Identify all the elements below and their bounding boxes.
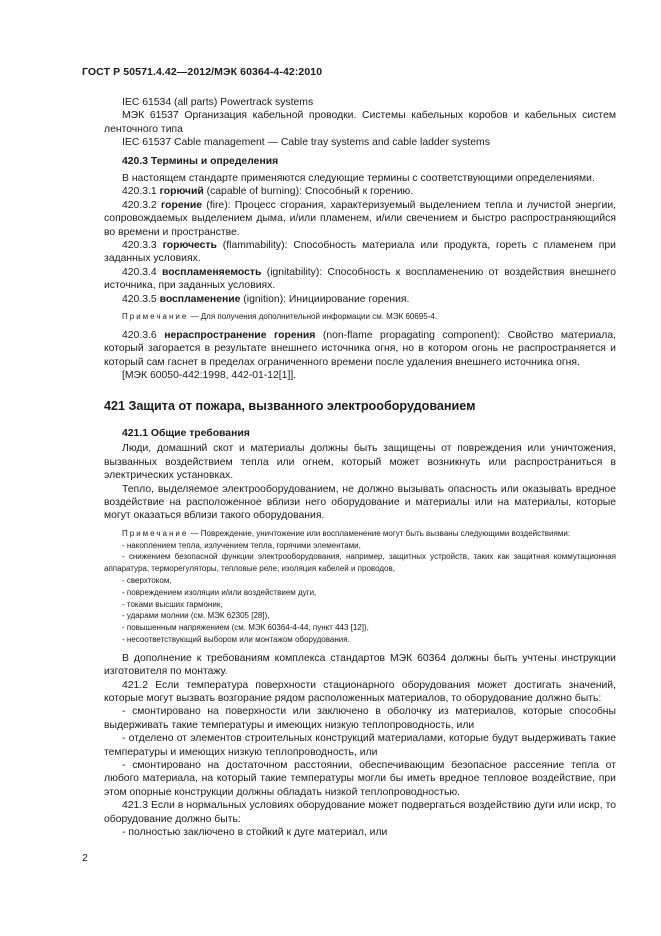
note-item: - накоплением тепла, излучением тепла, горячими элементами,: [122, 540, 361, 550]
term-definition: 420.3.5 воспламенение (ignition): Инициирование горения.: [122, 293, 410, 305]
term-definition: 420.3.6 нераспространение горения (non-flame propagating component): Свойство материала, который загорается в результате внешнего источника огня, но в котором огонь не распространяется и который сам гаснет в пределах ограниченного времени после удаления внешнего источника огня.: [104, 329, 617, 368]
term-definition: 420.3.2 горение (fire): Процесс сгорания, характеризуемый выделением тепла и лучистой энергии, сопровождаемых выделением дыма, и/или пламенем, и/или свечением и быстро распространяющийся во времени и пространстве.: [104, 199, 617, 238]
subsection-title: 421.1 Общие требования: [122, 427, 250, 439]
list-item: - полностью заключено в стойкий к дуге материал, или: [122, 827, 388, 839]
document-body: [104, 96, 616, 839]
note: Примечание — Повреждение, уничтожение или воспламенение могут быть вызваны следующими воздействиями:: [122, 528, 571, 538]
paragraph: В настоящем стандарте применяются следующие термины с соответствующими определениями.: [122, 173, 595, 185]
paragraph: В дополнение к требованиям комплекса стандартов МЭК 60364 должны быть учтены инструкции изготовителя по монтажу.: [104, 652, 616, 678]
reference-line: МЭК 61537 Организация кабельной проводки. Системы кабельных коробов и кабельных систем ленточного типа: [104, 110, 616, 135]
document-header: ГОСТ Р 50571.4.42—2012/МЭК 60364-4-42:2010: [82, 66, 323, 78]
reference-citation: [МЭК 60050-442:1998, 442-01-12[1]].: [122, 370, 297, 382]
note-item: - несоответствующий выбором или монтажом оборудования.: [122, 634, 350, 644]
paragraph: Люди, домашний скот и материалы должны быть защищены от повреждения или уничтожения, вызванных воздействием тепла или огнем, который может возникнуть или распространиться в электрических установках.: [104, 443, 616, 482]
paragraph: Тепло, выделяемое электрооборудованием, не должно вызывать опасность или оказывать вредное воздействие на расположенное вблизи него оборудование и материалы или на материалы, которые могут оказаться вблизи такого оборудования.: [104, 483, 616, 522]
term-definition: 420.3.3 горючесть (flammability): Способность материала или продукта, гореть с пламенем при заданных условиях.: [104, 240, 616, 265]
list-item: - отделено от элементов строительных конструкций материалами, которые будут выдерживать такие температуры и имеющих низкую теплопроводность, или: [104, 733, 616, 758]
note-item: - повышенным напряжением (см. МЭК 60364-4-44, пункт 443 [12]),: [122, 623, 369, 633]
reference-line: IEC 61534 (all parts) Powertrack systems: [122, 97, 314, 108]
note-item: - токами высших гармоник,: [122, 599, 223, 609]
term-definition: 420.3.1 горючий (capable of burning): Способный к горению.: [122, 186, 414, 198]
note-item: - ударами молнии (см. МЭК 62305 [28]),: [122, 611, 270, 621]
note-item: - снижением безопасной функции электрооборудования, например, защитных устройств, таких как защитная коммутационная аппаратура, терморегуляторы, тепловые реле, изоляция кабелей и проводов,: [104, 552, 616, 574]
term-definition: 420.3.4 воспламеняемость (ignitability): Способность к воспламенению от воздействия внешнего источника, при заданных условиях.: [104, 266, 616, 292]
page-number: 2: [82, 852, 88, 864]
reference-line: IEC 61537 Cable management — Cable tray systems and cable ladder systems: [122, 137, 490, 149]
chapter-title: 421 Защита от пожара, вызванного электрооборудованием: [104, 398, 476, 413]
list-item: - смонтировано на поверхности или заключено в оболочку из материалов, которые способны выдерживать такие температуры и имеющих низкую теплопроводность, или: [104, 706, 616, 731]
section-title: 420.3 Термины и определения: [122, 155, 279, 167]
note-item: - сверхтоком,: [122, 575, 172, 585]
note-item: - повреждением изоляции и/или воздействием дуги,: [122, 587, 317, 597]
list-item: - смонтировано на достаточном расстоянии, обеспечивающим безопасное рассеяние тепла от любого материала, на который такие температуры могли бы иметь вредное тепловое воздействие, при этом опорные конструкции должны обладать низкой теплопроводностью.: [104, 759, 616, 798]
note: Примечание — Для получения дополнительной информации см. МЭК 60695-4.: [122, 312, 438, 322]
paragraph: 421.2 Если температура поверхности стационарного оборудования может достигать значений, которые могут вызвать возгорание рядом расположенных материалов, то оборудование должно быть:: [104, 679, 616, 704]
paragraph: 421.3 Если в нормальных условиях оборудование может подвергаться воздействию дуги или искр, то оборудование должно быть:: [104, 800, 616, 825]
